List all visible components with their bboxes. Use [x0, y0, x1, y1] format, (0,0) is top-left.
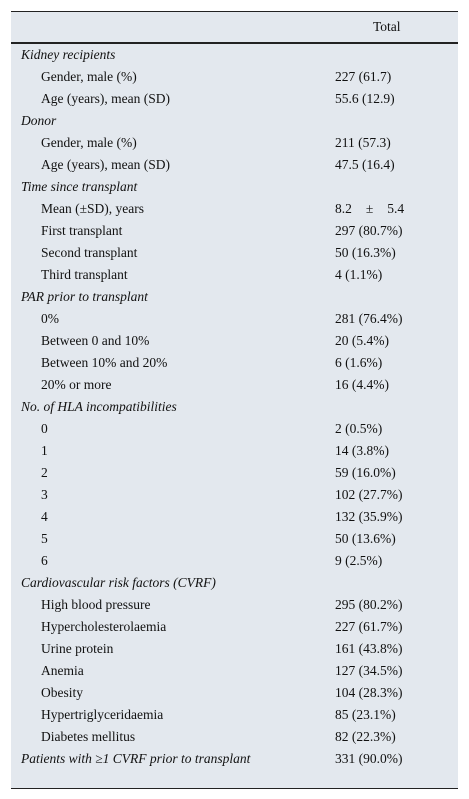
row-label: Obesity — [41, 685, 83, 700]
section-header-row — [11, 44, 458, 66]
row-value: 6 (1.6%) — [335, 355, 383, 370]
row-value: 104 (28.3%) — [335, 685, 403, 700]
row-value: 281 (76.4%) — [335, 311, 403, 326]
table-row — [11, 308, 458, 330]
row-value — [335, 198, 404, 220]
summary-row — [11, 748, 458, 770]
row-label: Between 10% and 20% — [41, 355, 168, 370]
section-header-row — [11, 572, 458, 594]
table-row — [11, 462, 458, 484]
table-row — [11, 638, 458, 660]
row-value: 16 (4.4%) — [335, 377, 389, 392]
row-value: 127 (34.5%) — [335, 663, 403, 678]
row-label: High blood pressure — [41, 597, 151, 612]
row-label: Diabetes mellitus — [41, 729, 136, 744]
row-value: 227 (61.7%) — [335, 619, 403, 634]
row-label: Patients with ≥1 CVRF prior to transplant — [21, 751, 251, 766]
row-value: 132 (35.9%) — [335, 509, 403, 524]
row-value: 161 (43.8%) — [335, 641, 403, 656]
table-row — [11, 264, 458, 286]
section-header-row — [11, 176, 458, 198]
table-bottom-rule — [11, 788, 458, 789]
row-value: 295 (80.2%) — [335, 597, 403, 612]
section-label: No. of HLA incompatibilities — [21, 399, 177, 414]
row-value: 227 (61.7) — [335, 69, 392, 84]
table-row — [11, 528, 458, 550]
row-label: 1 — [41, 443, 48, 458]
row-label: 5 — [41, 531, 48, 546]
table-row — [11, 132, 458, 154]
table-row — [11, 550, 458, 572]
row-label: Mean (±SD), years — [41, 201, 145, 216]
row-value: 47.5 (16.4) — [335, 157, 395, 172]
table-row — [11, 440, 458, 462]
table-row — [11, 242, 458, 264]
table-row — [11, 198, 458, 220]
table-row — [11, 88, 458, 110]
section-label: PAR prior to transplant — [21, 289, 148, 304]
table-row — [11, 594, 458, 616]
section-header-row — [11, 286, 458, 308]
row-label: 3 — [41, 487, 48, 502]
row-value: 59 (16.0%) — [335, 465, 396, 480]
row-value: 297 (80.7%) — [335, 223, 403, 238]
table-row — [11, 220, 458, 242]
table-row — [11, 66, 458, 88]
section-header-row — [11, 110, 458, 132]
table-row — [11, 726, 458, 748]
table-row — [11, 616, 458, 638]
table-row — [11, 484, 458, 506]
section-header-row — [11, 396, 458, 418]
row-value-part: 5.4 — [387, 201, 405, 216]
row-value: 82 (22.3%) — [335, 729, 396, 744]
row-label: Age (years), mean (SD) — [41, 91, 170, 106]
row-label: Anemia — [41, 663, 84, 678]
row-label: 0 — [41, 421, 48, 436]
table-row — [11, 330, 458, 352]
row-value: 14 (3.8%) — [335, 443, 389, 458]
row-value: 9 (2.5%) — [335, 553, 383, 568]
table-row — [11, 352, 458, 374]
table-row — [11, 374, 458, 396]
table-row — [11, 704, 458, 726]
section-label: Kidney recipients — [21, 47, 116, 62]
row-value: 55.6 (12.9) — [335, 91, 395, 106]
row-label: Third transplant — [41, 267, 128, 282]
row-value: 331 (90.0%) — [335, 751, 403, 766]
row-label: Gender, male (%) — [41, 69, 137, 84]
row-label: Urine protein — [41, 641, 114, 656]
row-value: 102 (27.7%) — [335, 487, 403, 502]
table-top-rule — [11, 11, 458, 12]
data-table — [11, 11, 458, 789]
row-label: First transplant — [41, 223, 123, 238]
row-value: 85 (23.1%) — [335, 707, 396, 722]
row-label: 6 — [41, 553, 48, 568]
table-row — [11, 660, 458, 682]
row-label: Hypertriglyceridaemia — [41, 707, 164, 722]
row-label: 20% or more — [41, 377, 112, 392]
row-value-part: ± — [365, 201, 374, 216]
row-label: Age (years), mean (SD) — [41, 157, 170, 172]
row-value: 4 (1.1%) — [335, 267, 383, 282]
row-label: 2 — [41, 465, 48, 480]
row-value: 20 (5.4%) — [335, 333, 389, 348]
table-row — [11, 154, 458, 176]
row-label: Second transplant — [41, 245, 138, 260]
row-value-part: 8.2 — [335, 201, 352, 216]
table-row — [11, 682, 458, 704]
row-value: 50 (16.3%) — [335, 245, 396, 260]
table-row — [11, 418, 458, 440]
row-label: Gender, male (%) — [41, 135, 137, 150]
row-value: 211 (57.3) — [335, 135, 391, 150]
row-label: 4 — [41, 509, 48, 524]
section-label: Cardiovascular risk factors (CVRF) — [21, 575, 216, 590]
row-label: Hypercholesterolaemia — [41, 619, 167, 634]
row-value: 2 (0.5%) — [335, 421, 383, 436]
row-label: 0% — [41, 311, 59, 326]
section-label: Donor — [21, 113, 57, 128]
table-row — [11, 506, 458, 528]
section-label: Time since transplant — [21, 179, 138, 194]
row-value: 50 (13.6%) — [335, 531, 396, 546]
row-label: Between 0 and 10% — [41, 333, 150, 348]
column-header-total: Total — [373, 19, 401, 34]
